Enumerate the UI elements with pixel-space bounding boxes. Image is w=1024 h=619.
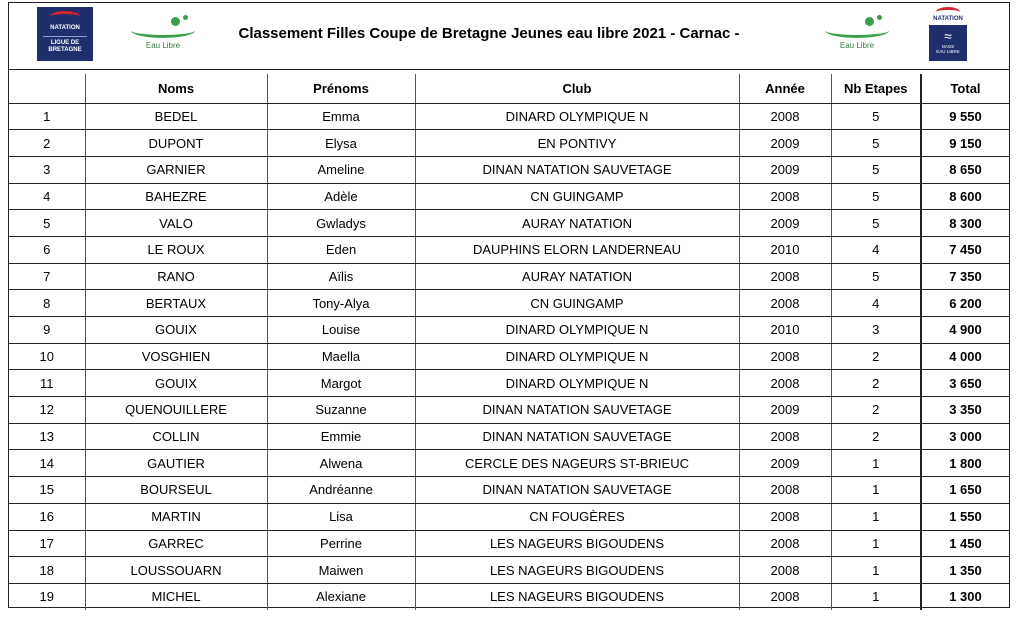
rank-cell: 12 bbox=[9, 397, 85, 424]
table-row bbox=[9, 557, 1009, 584]
rank-cell: 18 bbox=[9, 557, 85, 584]
club-cell: DINAN NATATION SAUVETAGE bbox=[415, 397, 739, 424]
nom-cell: BERTAUX bbox=[85, 290, 267, 317]
club-cell: CN FOUGÈRES bbox=[415, 503, 739, 530]
col-header-prenoms: Prénoms bbox=[267, 74, 415, 103]
prenom-cell: Tony-Alya bbox=[267, 290, 415, 317]
prenom-cell: Elysa bbox=[267, 130, 415, 157]
rank-cell: 10 bbox=[9, 343, 85, 370]
col-header-total: Total bbox=[921, 74, 1009, 103]
nom-cell: GOUIX bbox=[85, 317, 267, 344]
prenom-cell: Emmie bbox=[267, 423, 415, 450]
table-row bbox=[9, 156, 1009, 183]
ranking-sheet bbox=[8, 2, 1010, 608]
nom-cell: LOUSSOUARN bbox=[85, 557, 267, 584]
rank-cell: 1 bbox=[9, 103, 85, 130]
total-cell: 1 350 bbox=[921, 557, 1009, 584]
col-header-nb-etapes: Nb Etapes bbox=[831, 74, 921, 103]
annee-cell: 2008 bbox=[739, 263, 831, 290]
club-cell: DINARD OLYMPIQUE N bbox=[415, 370, 739, 397]
total-cell: 3 650 bbox=[921, 370, 1009, 397]
swimmer-icon: ≈ bbox=[944, 28, 952, 44]
ligue-bretagne-logo bbox=[37, 7, 93, 61]
nb-etapes-cell: 5 bbox=[831, 210, 921, 237]
nage-logo-line2: EAU LIBRE bbox=[936, 49, 960, 54]
nb-etapes-cell: 1 bbox=[831, 477, 921, 504]
nb-etapes-cell: 5 bbox=[831, 103, 921, 130]
nb-etapes-cell: 1 bbox=[831, 450, 921, 477]
rank-cell: 8 bbox=[9, 290, 85, 317]
col-header-club: Club bbox=[415, 74, 739, 103]
ffn-swirl-icon bbox=[50, 11, 80, 22]
total-cell: 1 650 bbox=[921, 477, 1009, 504]
rank-cell: 6 bbox=[9, 236, 85, 263]
rank-cell: 4 bbox=[9, 183, 85, 210]
table-row bbox=[9, 236, 1009, 263]
prenom-cell: Alexiane bbox=[267, 583, 415, 610]
nage-logo-line1: NAGE bbox=[941, 44, 955, 49]
club-cell: CN GUINGAMP bbox=[415, 290, 739, 317]
total-cell: 4 000 bbox=[921, 343, 1009, 370]
annee-cell: 2008 bbox=[739, 103, 831, 130]
club-cell: DAUPHINS ELORN LANDERNEAU bbox=[415, 236, 739, 263]
annee-cell: 2008 bbox=[739, 530, 831, 557]
nom-cell: RANO bbox=[85, 263, 267, 290]
nb-etapes-cell: 1 bbox=[831, 503, 921, 530]
wave-icon bbox=[131, 23, 195, 38]
prenom-cell: Aïlis bbox=[267, 263, 415, 290]
eau-libre-logo-left bbox=[127, 15, 207, 55]
nom-cell: BEDEL bbox=[85, 103, 267, 130]
nom-cell: BAHEZRE bbox=[85, 183, 267, 210]
rank-cell: 7 bbox=[9, 263, 85, 290]
total-cell: 1 450 bbox=[921, 530, 1009, 557]
nb-etapes-cell: 2 bbox=[831, 370, 921, 397]
table-row bbox=[9, 343, 1009, 370]
total-cell: 4 900 bbox=[921, 317, 1009, 344]
eau-libre-logo-right bbox=[821, 15, 901, 55]
rank-cell: 14 bbox=[9, 450, 85, 477]
total-cell: 9 550 bbox=[921, 103, 1009, 130]
table-row bbox=[9, 583, 1009, 610]
rank-cell: 19 bbox=[39, 589, 54, 605]
table-row bbox=[9, 503, 1009, 530]
table-row bbox=[9, 397, 1009, 424]
col-header-noms: Noms bbox=[85, 74, 267, 103]
prenom-cell: Ameline bbox=[267, 156, 415, 183]
club-cell: DINAN NATATION SAUVETAGE bbox=[415, 423, 739, 450]
club-cell: DINARD OLYMPIQUE N bbox=[415, 317, 739, 344]
annee-cell: 2009 bbox=[739, 397, 831, 424]
club-cell: AURAY NATATION bbox=[415, 263, 739, 290]
club-cell: AURAY NATATION bbox=[415, 210, 739, 237]
total-cell: 7 350 bbox=[921, 263, 1009, 290]
rank-cell: 17 bbox=[9, 530, 85, 557]
annee-cell: 2008 bbox=[739, 370, 831, 397]
prenom-cell: Emma bbox=[267, 103, 415, 130]
club-cell: CERCLE DES NAGEURS ST-BRIEUC bbox=[415, 450, 739, 477]
table-row bbox=[9, 370, 1009, 397]
nb-etapes-cell: 5 bbox=[831, 183, 921, 210]
total-cell: 8 600 bbox=[921, 183, 1009, 210]
ranking-table bbox=[9, 74, 1009, 610]
annee-cell: 2009 bbox=[739, 156, 831, 183]
total-cell: 6 200 bbox=[921, 290, 1009, 317]
table-row bbox=[9, 210, 1009, 237]
annee-cell: 2008 bbox=[739, 503, 831, 530]
eau-libre-label-left: Eau Libre bbox=[145, 41, 181, 50]
nom-cell: MICHEL bbox=[85, 583, 267, 610]
prenom-cell: Louise bbox=[267, 317, 415, 344]
col-header-annee: Année bbox=[739, 74, 831, 103]
annee-cell: 2008 bbox=[739, 290, 831, 317]
total-cell: 1 300 bbox=[921, 583, 1009, 610]
nom-cell: VALO bbox=[85, 210, 267, 237]
prenom-cell: Gwladys bbox=[267, 210, 415, 237]
prenom-cell: Maella bbox=[267, 343, 415, 370]
total-cell: 8 300 bbox=[921, 210, 1009, 237]
prenom-cell: Adèle bbox=[267, 183, 415, 210]
annee-cell: 2008 bbox=[739, 477, 831, 504]
table-body bbox=[9, 103, 1009, 610]
annee-cell: 2008 bbox=[739, 343, 831, 370]
nom-cell: VOSGHIEN bbox=[85, 343, 267, 370]
club-cell: EN PONTIVY bbox=[415, 130, 739, 157]
total-cell: 1 800 bbox=[921, 450, 1009, 477]
annee-cell: 2010 bbox=[739, 317, 831, 344]
total-cell: 9 150 bbox=[921, 130, 1009, 157]
table-row bbox=[9, 530, 1009, 557]
annee-cell: 2008 bbox=[739, 423, 831, 450]
wave-icon bbox=[825, 23, 889, 38]
sheet-header bbox=[9, 3, 1009, 70]
nom-cell: MARTIN bbox=[85, 503, 267, 530]
prenom-cell: Eden bbox=[267, 236, 415, 263]
prenom-cell: Margot bbox=[267, 370, 415, 397]
nb-etapes-cell: 1 bbox=[831, 557, 921, 584]
rank-cell: 16 bbox=[9, 503, 85, 530]
annee-cell: 2010 bbox=[739, 236, 831, 263]
ligue-logo-line2: BRETAGNE bbox=[48, 47, 82, 53]
page-title: Classement Filles Coupe de Bretagne Jeunes eau libre 2021 - Carnac - bbox=[238, 25, 740, 42]
nb-etapes-cell: 4 bbox=[831, 290, 921, 317]
club-cell: DINARD OLYMPIQUE N bbox=[415, 103, 739, 130]
prenom-cell: Lisa bbox=[267, 503, 415, 530]
table-row bbox=[9, 423, 1009, 450]
ligue-logo-line1: LIGUE DE bbox=[50, 40, 80, 46]
table-row bbox=[9, 183, 1009, 210]
total-cell: 7 450 bbox=[921, 236, 1009, 263]
nb-etapes-cell: 5 bbox=[831, 130, 921, 157]
club-cell: LES NAGEURS BIGOUDENS bbox=[415, 557, 739, 584]
table-row bbox=[9, 130, 1009, 157]
club-cell: DINARD OLYMPIQUE N bbox=[415, 343, 739, 370]
nom-cell: GOUIX bbox=[85, 370, 267, 397]
rank-cell: 5 bbox=[9, 210, 85, 237]
nom-cell: QUENOUILLERE bbox=[85, 397, 267, 424]
total-cell: 3 000 bbox=[921, 423, 1009, 450]
swimmer-head-icon bbox=[171, 17, 180, 26]
club-cell: LES NAGEURS BIGOUDENS bbox=[415, 530, 739, 557]
table-header-row bbox=[9, 74, 1009, 103]
rank-cell: 9 bbox=[9, 317, 85, 344]
total-cell: 1 550 bbox=[921, 503, 1009, 530]
nage-logo-tag: NATATION bbox=[933, 16, 963, 22]
nom-cell: COLLIN bbox=[85, 423, 267, 450]
annee-cell: 2008 bbox=[739, 183, 831, 210]
nb-etapes-cell: 3 bbox=[831, 317, 921, 344]
prenom-cell: Alwena bbox=[267, 450, 415, 477]
nb-etapes-cell: 5 bbox=[831, 263, 921, 290]
nb-etapes-cell: 1 bbox=[831, 583, 921, 610]
total-cell: 8 650 bbox=[921, 156, 1009, 183]
annee-cell: 2009 bbox=[739, 130, 831, 157]
nom-cell: BOURSEUL bbox=[85, 477, 267, 504]
annee-cell: 2009 bbox=[739, 450, 831, 477]
rank-cell: 13 bbox=[9, 423, 85, 450]
club-cell: LES NAGEURS BIGOUDENS bbox=[415, 583, 739, 610]
table-row bbox=[9, 103, 1009, 130]
prenom-cell: Perrine bbox=[267, 530, 415, 557]
nb-etapes-cell: 1 bbox=[831, 530, 921, 557]
nb-etapes-cell: 2 bbox=[831, 397, 921, 424]
club-cell: CN GUINGAMP bbox=[415, 183, 739, 210]
nom-cell: GARREC bbox=[85, 530, 267, 557]
annee-cell: 2008 bbox=[739, 557, 831, 584]
swimmer-head-icon bbox=[865, 17, 874, 26]
prenom-cell: Suzanne bbox=[267, 397, 415, 424]
table-row bbox=[9, 290, 1009, 317]
prenom-cell: Andréanne bbox=[267, 477, 415, 504]
nom-cell: LE ROUX bbox=[85, 236, 267, 263]
col-header-rank bbox=[9, 74, 85, 103]
rank-cell: 11 bbox=[9, 370, 85, 397]
table-row bbox=[9, 450, 1009, 477]
annee-cell: 2009 bbox=[739, 210, 831, 237]
table-row bbox=[9, 317, 1009, 344]
nom-cell: DUPONT bbox=[85, 130, 267, 157]
rank-cell: 3 bbox=[9, 156, 85, 183]
nage-eau-libre-logo bbox=[927, 5, 969, 65]
nb-etapes-cell: 2 bbox=[831, 423, 921, 450]
total-cell: 3 350 bbox=[921, 397, 1009, 424]
nom-cell: GAUTIER bbox=[85, 450, 267, 477]
nb-etapes-cell: 4 bbox=[831, 236, 921, 263]
eau-libre-label-right: Eau Libre bbox=[839, 41, 875, 50]
ligue-logo-tag: NATATION bbox=[50, 25, 80, 31]
annee-cell: 2008 bbox=[739, 583, 831, 610]
club-cell: DINAN NATATION SAUVETAGE bbox=[415, 477, 739, 504]
nom-cell: GARNIER bbox=[85, 156, 267, 183]
rank-cell: 15 bbox=[9, 477, 85, 504]
rank-cell: 2 bbox=[9, 130, 85, 157]
nb-etapes-cell: 5 bbox=[831, 156, 921, 183]
nb-etapes-cell: 2 bbox=[831, 343, 921, 370]
table-row bbox=[9, 263, 1009, 290]
club-cell: DINAN NATATION SAUVETAGE bbox=[415, 156, 739, 183]
table-row bbox=[9, 477, 1009, 504]
prenom-cell: Maiwen bbox=[267, 557, 415, 584]
